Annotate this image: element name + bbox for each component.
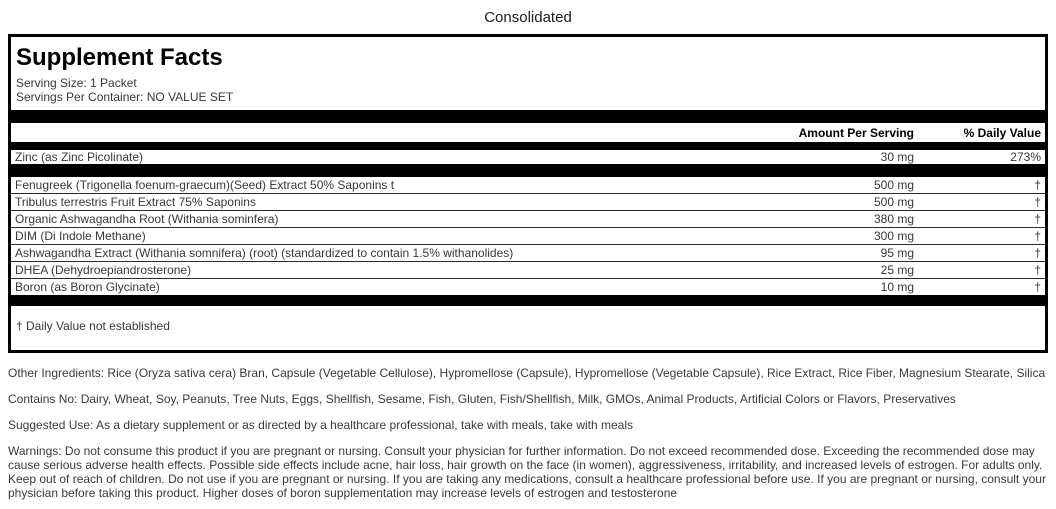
row-name: Boron (as Boron Glycinate) [15, 280, 160, 294]
row-amount: 500 mg [873, 195, 914, 209]
divider-bar-mid [11, 164, 1045, 177]
row-name: DIM (Di Indole Methane) [15, 229, 146, 243]
row-name: DHEA (Dehydroepiandrosterone) [15, 263, 192, 277]
row-amount: 500 mg [873, 178, 914, 192]
table-row-zinc [11, 150, 1045, 164]
row-dv: † [1034, 195, 1041, 209]
supplement-facts-panel [8, 34, 1048, 353]
row-dv: † [1034, 178, 1041, 192]
row-amount: 95 mg [880, 246, 914, 260]
serving-size: Serving Size: 1 Packet [16, 76, 137, 90]
row-amount: 25 mg [880, 263, 914, 277]
table-row [11, 194, 1045, 211]
row-name: Organic Ashwagandha Root (Withania sominfera) [15, 212, 279, 226]
divider-bar-bottom [11, 295, 1045, 306]
row-amount: 380 mg [873, 212, 914, 226]
row-dv: † [1034, 263, 1041, 277]
divider-bar-top [11, 110, 1045, 123]
table-row [11, 228, 1045, 245]
divider-bar-header [11, 142, 1045, 150]
table-row [11, 279, 1045, 295]
row-dv: 273% [1010, 150, 1041, 164]
row-name: Ashwagandha Extract (Withania somnifera) (root) (standardized to contain 1.5% withanolides) [15, 246, 514, 260]
table-header [11, 123, 1045, 142]
panel-title: Supplement Facts [16, 44, 223, 71]
row-amount: 300 mg [873, 229, 914, 243]
table-row [11, 245, 1045, 262]
row-dv: † [1034, 229, 1041, 243]
row-amount: 30 mg [880, 150, 914, 164]
row-name: Tribulus terrestris Fruit Extract 75% Saponins [15, 195, 256, 209]
table-row [11, 177, 1045, 194]
row-dv: † [1034, 246, 1041, 260]
table-row [11, 262, 1045, 279]
ingredient-table [11, 177, 1045, 295]
contains-no-text: Contains No: Dairy, Wheat, Soy, Peanuts, Tree Nuts, Eggs, Shellfish, Sesame, Fish, Gluten, Fish/Shellfish, Milk, GMOs, Animal Products, Artificial Colors or Flavors, Preservatives [8, 392, 956, 406]
row-dv: † [1034, 212, 1041, 226]
row-name: Fenugreek (Trigonella foenum-graecum)(Seed) Extract 50% Saponins t [15, 178, 395, 192]
row-dv: † [1034, 280, 1041, 294]
column-amount-header: Amount Per Serving [798, 126, 914, 140]
page-title: Consolidated [484, 9, 572, 26]
column-dv-header: % Daily Value [963, 126, 1041, 140]
warnings-text: Warnings: Do not consume this product if you are pregnant or nursing. Consult your physician for further information. Do not exceed recommended dose. Exceeding the recommended dose may cause serious adverse health effects. Possible side effects include acne, hair loss, hair growth on the face (in women), aggressiveness, irritability, and increased levels of estrogen. For adults only. Keep out of reach of children. Do not use if you are pregnant or nursing. If you are taking any medications, consult a healthcare professional before use. If you are pregnant or nursing, consult your physician before taking this product. Higher doses of boron supplementation may increase levels of estrogen and testosterone [8, 444, 1046, 500]
servings-per-container: Servings Per Container: NO VALUE SET [16, 90, 234, 104]
row-name: Zinc (as Zinc Picolinate) [15, 150, 144, 164]
info-paragraphs [8, 366, 1048, 500]
other-ingredients-text: Other Ingredients: Rice (Oryza sativa cera) Bran, Capsule (Vegetable Cellulose), Hypromellose (Capsule), Hypromellose (Vegetable Capsule), Rice Extract, Rice Fiber, Magnesium Stearate, Silica [8, 366, 1046, 380]
daily-value-footnote: † Daily Value not established [16, 319, 170, 333]
suggested-use-text: Suggested Use: As a dietary supplement or as directed by a healthcare professional, take with meals, take with meals [8, 418, 633, 432]
row-amount: 10 mg [880, 280, 914, 294]
table-row [11, 211, 1045, 228]
